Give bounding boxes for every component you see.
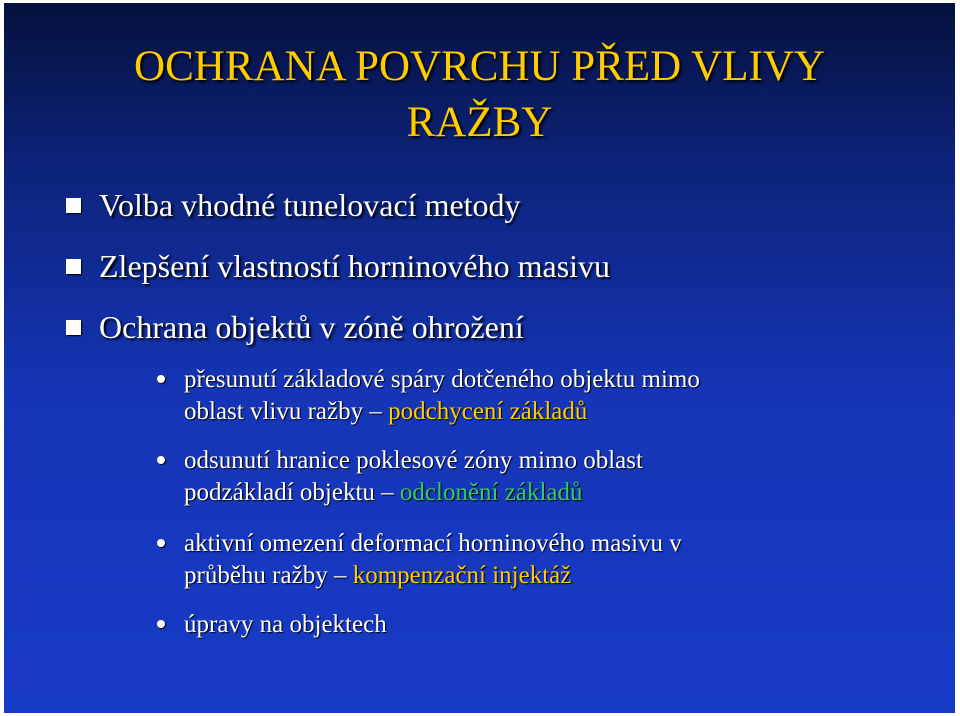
- sub-bullet-item: [157, 528, 917, 592]
- sub-bullet-item: [157, 609, 917, 641]
- title-line-2: RAŽBY: [406, 99, 553, 146]
- sub-bullet-line-prefix: oblast vlivu ražby –: [184, 398, 389, 425]
- highlight-text: odclonění základů: [399, 479, 583, 506]
- square-bullet-icon: [66, 320, 81, 335]
- dot-bullet-icon: [157, 620, 165, 628]
- sub-bullet-line: odsunutí hranice poklesové zóny mimo oblast: [184, 447, 643, 474]
- sub-bullet-item: [157, 364, 917, 428]
- sub-bullet-line-prefix: průběhu ražby –: [184, 562, 353, 589]
- bullet-text: Zlepšení vlastností horninového masivu: [99, 248, 611, 284]
- highlight-text: kompenzační injektáž: [352, 562, 572, 589]
- bullet-text: Ochrana objektů v zóně ohrožení: [99, 309, 524, 345]
- dot-bullet-icon: [157, 456, 165, 464]
- bullet-text: Volba vhodné tunelovací metody: [99, 187, 521, 223]
- sub-bullet-line-prefix: podzákladí objektu –: [184, 479, 400, 506]
- sub-bullet-item: [157, 445, 917, 509]
- bullet-item: [66, 307, 524, 347]
- bullet-item: [66, 246, 610, 286]
- highlight-text: podchycení základů: [388, 398, 588, 425]
- slide: [4, 3, 955, 713]
- title-line-1: OCHRANA POVRCHU PŘED VLIVY: [134, 43, 825, 90]
- sub-bullet-line: úpravy na objektech: [184, 611, 387, 638]
- sub-bullet-line: aktivní omezení deformací horninového masivu v: [184, 530, 682, 557]
- slide-title: [4, 39, 955, 151]
- square-bullet-icon: [66, 198, 81, 213]
- square-bullet-icon: [66, 259, 81, 274]
- dot-bullet-icon: [157, 375, 165, 383]
- dot-bullet-icon: [157, 539, 165, 547]
- sub-bullet-line: přesunutí základové spáry dotčeného objektu mimo: [184, 366, 700, 393]
- bullet-item: [66, 185, 521, 225]
